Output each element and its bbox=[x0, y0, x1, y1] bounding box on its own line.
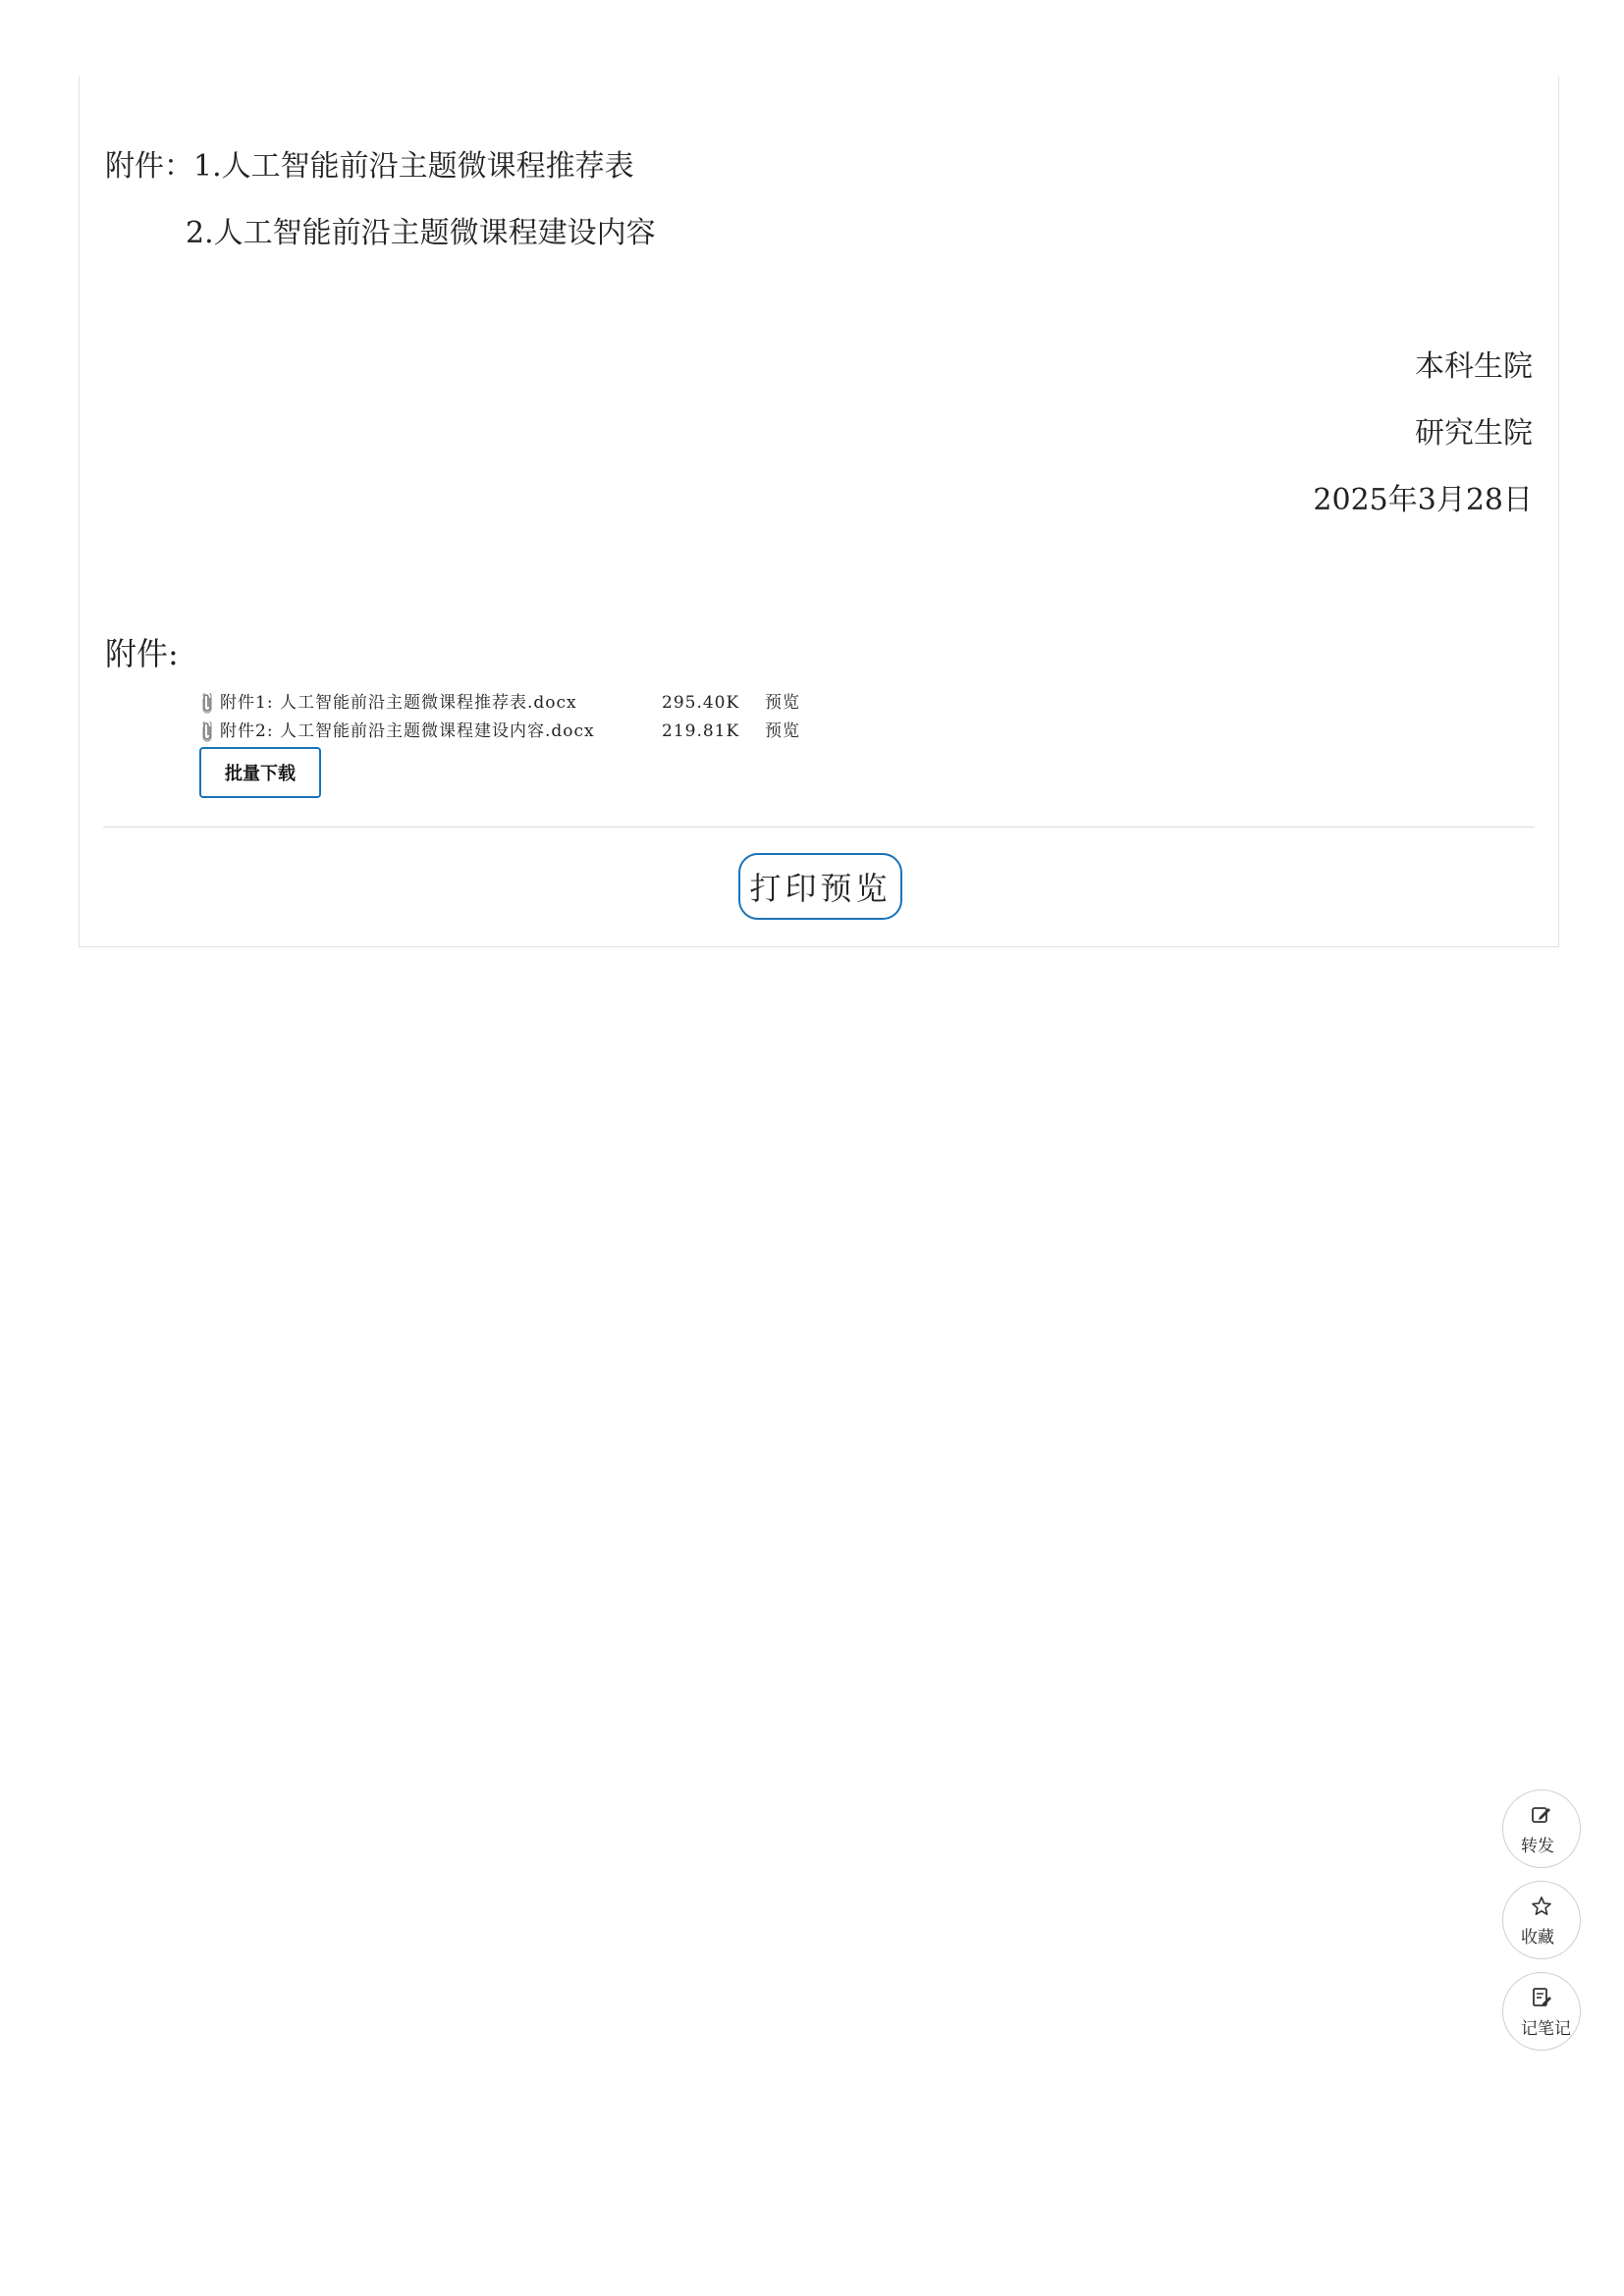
attachment-file-link[interactable]: 附件1: 人工智能前沿主题微课程推荐表.docx bbox=[220, 693, 577, 713]
floating-toolbar bbox=[1502, 1789, 1624, 2064]
forward-label: 转发 bbox=[1521, 1837, 1554, 1856]
print-preview-button[interactable]: 打印预览 bbox=[738, 853, 902, 920]
signature-org-graduate: 研究生院 bbox=[1415, 416, 1533, 451]
attachments-heading: 附件: bbox=[105, 635, 179, 672]
paperclip-icon bbox=[199, 693, 215, 715]
take-notes-button[interactable] bbox=[1502, 1972, 1581, 2051]
divider bbox=[103, 827, 1535, 828]
edit-icon bbox=[1531, 1804, 1552, 1826]
attachment-intro-line-2: 2.人工智能前沿主题微课程建设内容 bbox=[186, 216, 656, 250]
favorite-button[interactable] bbox=[1502, 1881, 1581, 1959]
paperclip-icon bbox=[199, 721, 215, 743]
attachment-file-list bbox=[199, 689, 800, 746]
signature-date: 2025年3月28日 bbox=[1313, 483, 1533, 517]
attachment-file-size: 219.81K bbox=[662, 721, 740, 741]
attachment-file-link[interactable]: 附件2: 人工智能前沿主题微课程建设内容.docx bbox=[220, 721, 595, 741]
signature-block bbox=[1313, 347, 1533, 548]
note-icon bbox=[1531, 1987, 1552, 2008]
take-notes-label: 记笔记 bbox=[1521, 2019, 1571, 2039]
attachment-intro-line-1: 附件：1.人工智能前沿主题微课程推荐表 bbox=[105, 149, 634, 184]
star-icon bbox=[1531, 1896, 1552, 1917]
signature-org-undergraduate: 本科生院 bbox=[1415, 349, 1533, 384]
attachment-file-size: 295.40K bbox=[662, 693, 740, 713]
attachments-intro bbox=[105, 147, 656, 250]
attachment-row-1 bbox=[199, 689, 800, 718]
article-card bbox=[79, 77, 1559, 947]
attachment-preview-link[interactable]: 预览 bbox=[765, 721, 800, 741]
batch-download-button[interactable]: 批量下载 bbox=[199, 747, 321, 798]
attachment-row-2 bbox=[199, 718, 800, 746]
favorite-label: 收藏 bbox=[1521, 1928, 1554, 1948]
attachment-preview-link[interactable]: 预览 bbox=[765, 693, 800, 713]
forward-button[interactable] bbox=[1502, 1789, 1581, 1868]
